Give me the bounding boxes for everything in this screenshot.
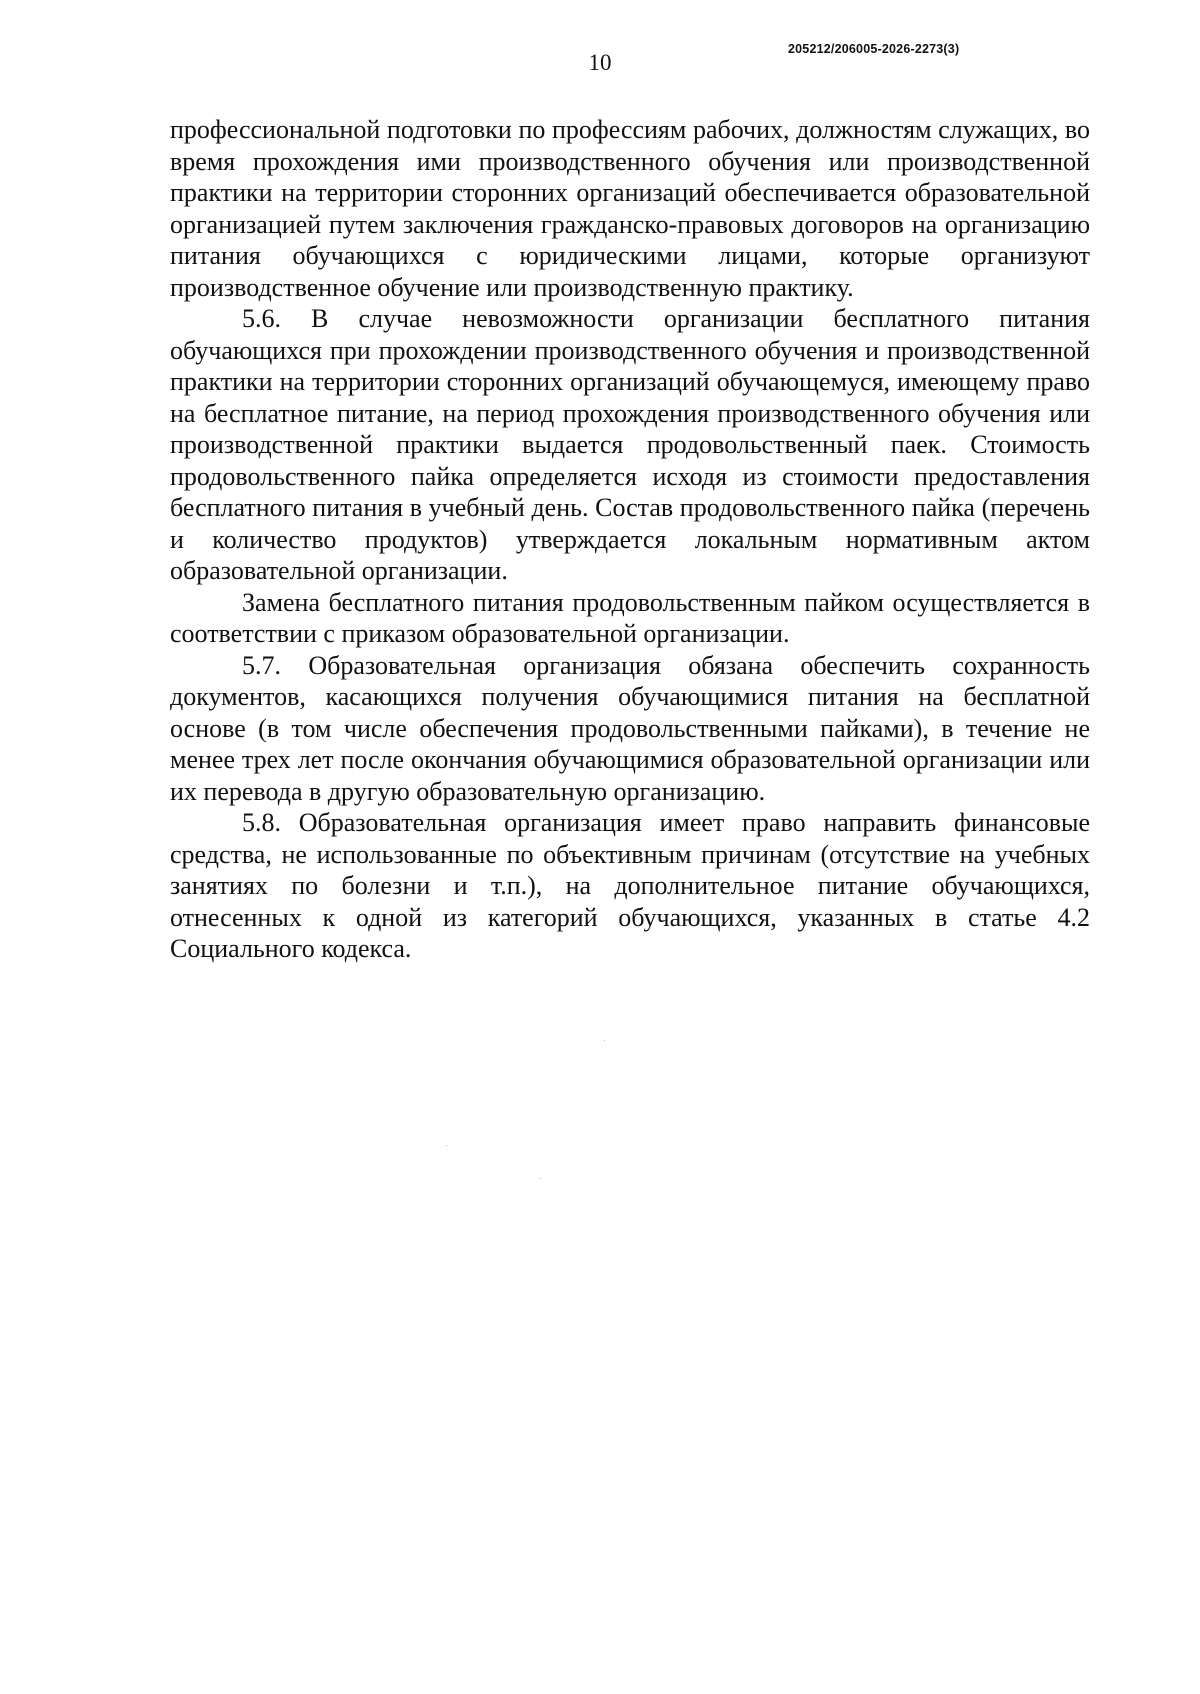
scan-artifact [604, 1040, 605, 1041]
paragraph-5-6: 5.6. В случае невозможности организации бесплатного питания обучающихся при прохождении производственного обучения и производственной практики на территории сторонних организаций обучающемуся, имеющему право на бесплатное питание, на период прохождения производственного обучения или производственной практики выдается продовольственный паек. Стоимость продовольственного пайка определяется исходя из стоимости предоставления бесплатного питания в учебный день. Состав продовольственного пайка (перечень и количество продуктов) утверждается локальным нормативным актом образовательной организации. [170, 304, 1090, 585]
paragraph-5-7: 5.7. Образовательная организация обязана обеспечить сохранность документов, касающихся получения обучающимися питания на бесплатной основе (в том числе обеспечения продовольственными пайками), в течение не менее трех лет после окончания обучающимися образовательной организации или их перевода в другую образовательную организацию. [170, 650, 1090, 806]
scan-artifact [540, 1178, 541, 1179]
paragraph-ration-replacement: Замена бесплатного питания продовольственным пайком осуществляется в соответствии с приказом образовательной организации. [170, 587, 1090, 648]
scan-artifact [446, 1145, 447, 1146]
page-number: 10 [588, 50, 612, 75]
document-code: 205212/206005-2026-2273(3) [788, 42, 960, 56]
paragraph-continuation: профессиональной подготовки по профессиям рабочих, должностям служащих, во время прохождения ими производственного обучения или производственной практики на территории сторонних организаций обеспечивается образовательной организацией путем заключения гражданско-правовых договоров на организацию питания обучающихся с юридическими лицами, которые организуют производственное обучение или производственную практику. [170, 115, 1090, 302]
paragraph-5-8: 5.8. Образовательная организация имеет право направить финансовые средства, не использованные по объективным причинам (отсутствие на учебных занятиях по болезни и т.п.), на дополнительное питание обучающихся, отнесенных к одной из категорий обучающихся, указанных в статье 4.2 Социального кодекса. [170, 808, 1090, 963]
document-body [170, 114, 1090, 965]
